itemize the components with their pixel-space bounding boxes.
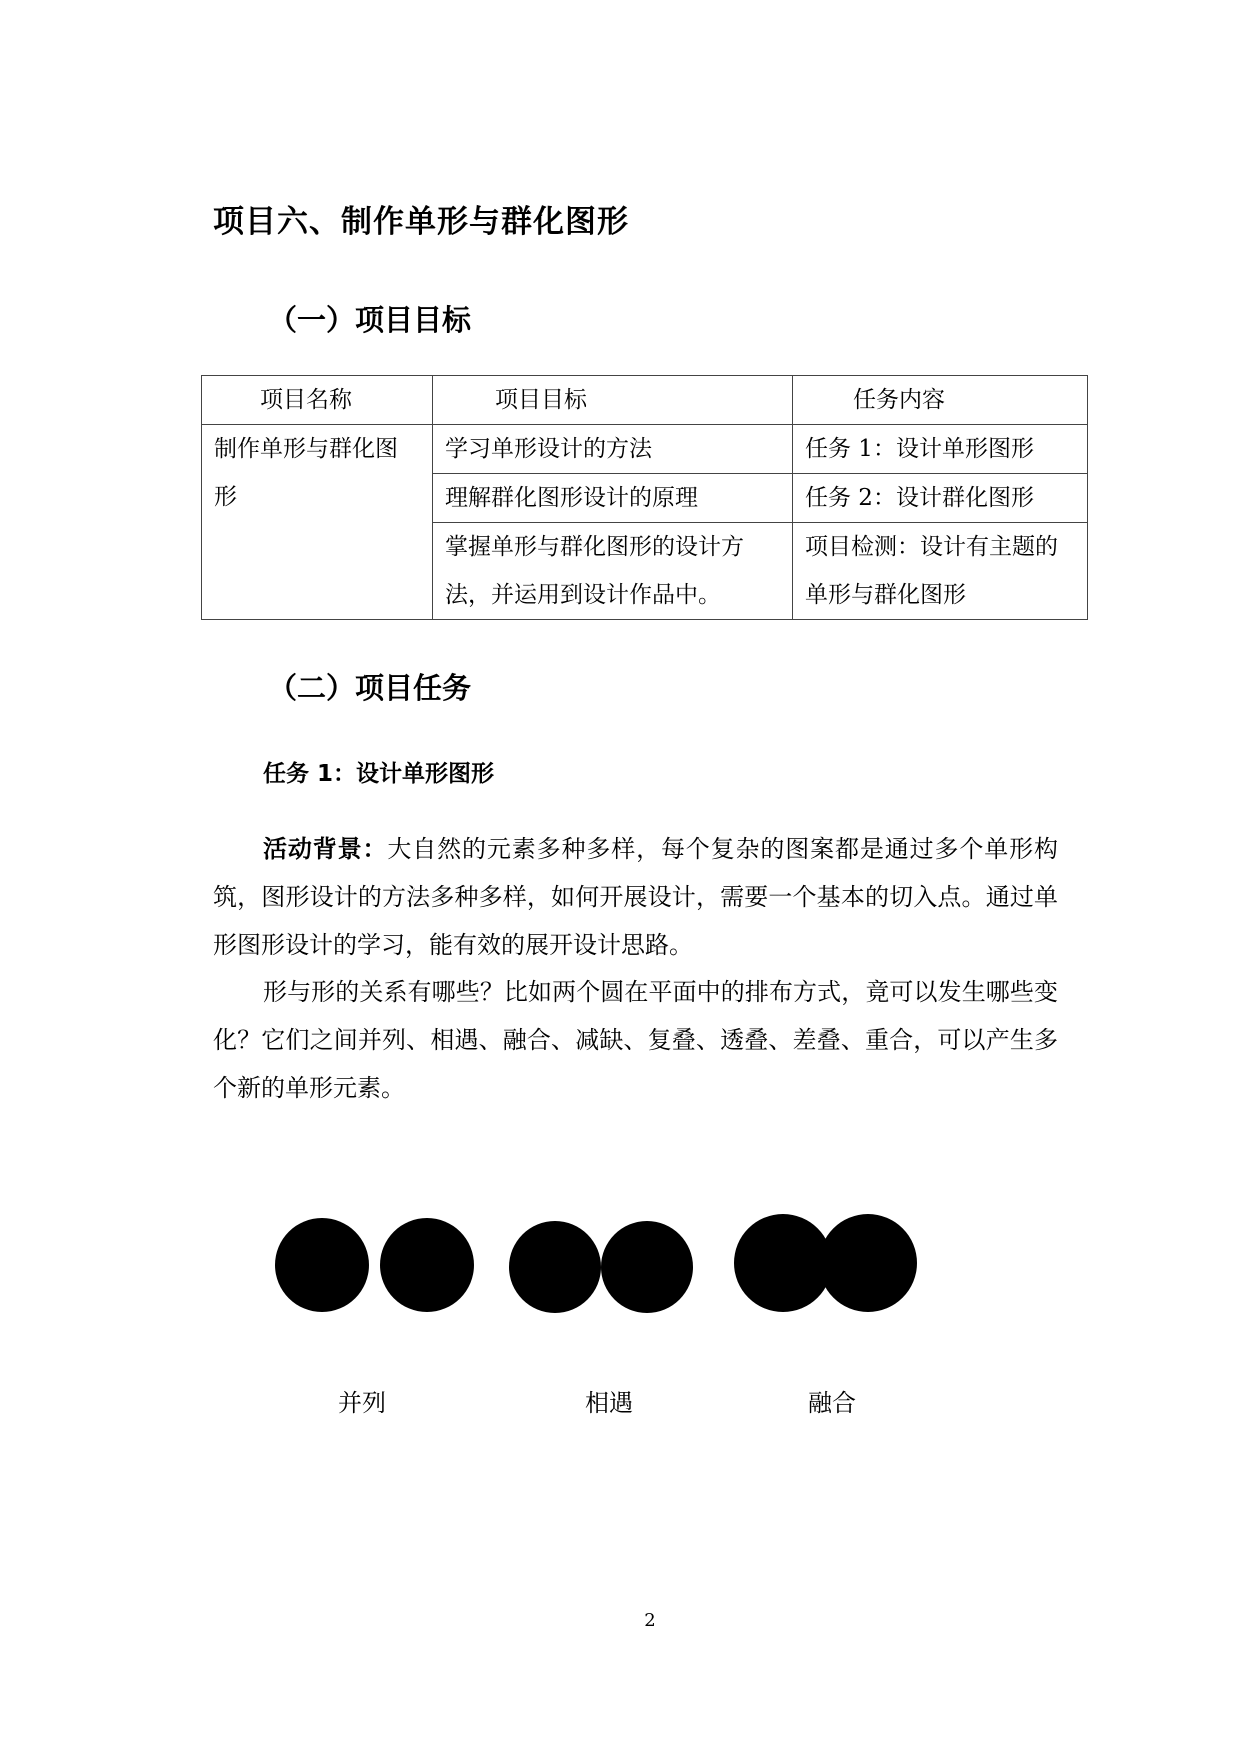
circle-juxtaposed-right bbox=[380, 1218, 474, 1312]
paragraph-background bbox=[213, 825, 1058, 969]
caption-juxtaposed: 并列 bbox=[338, 1389, 386, 1417]
page-number: 2 bbox=[644, 1610, 656, 1631]
goal-cell: 掌握单形与群化图形的设计方法，并运用到设计作品中。 bbox=[433, 523, 793, 620]
goal-cell: 理解群化图形设计的原理 bbox=[433, 474, 793, 523]
task-cell: 任务 2：设计群化图形 bbox=[793, 474, 1088, 523]
circle-meeting-right bbox=[601, 1221, 693, 1313]
task-cell: 任务 1：设计单形图形 bbox=[793, 425, 1088, 474]
circle-meeting-left bbox=[509, 1221, 601, 1313]
task-heading: 任务 1：设计单形图形 bbox=[263, 761, 495, 787]
task-cell: 项目检测：设计有主题的单形与群化图形 bbox=[793, 523, 1088, 620]
caption-meeting: 相遇 bbox=[585, 1389, 633, 1417]
paragraph-text: 大自然的元素多种多样，每个复杂的图案都是通过多个单形构筑，图形设计的方法多种多样，如何开展设计，需要一个基本的切入点。通过单形图形设计的学习，能有效的展开设计思路。 bbox=[213, 835, 1059, 959]
page-title: 项目六、制作单形与群化图形 bbox=[213, 204, 629, 240]
table-header-row bbox=[202, 376, 1088, 425]
goals-table bbox=[201, 375, 1088, 620]
project-name-cell: 制作单形与群化图形 bbox=[202, 425, 433, 620]
table-header-cell: 项目目标 bbox=[433, 376, 793, 425]
goal-cell: 学习单形设计的方法 bbox=[433, 425, 793, 474]
paragraph-relations: 形与形的关系有哪些？比如两个圆在平面中的排布方式，竟可以发生哪些变化？它们之间并列、相遇、融合、减缺、复叠、透叠、差叠、重合，可以产生多个新的单形元素。 bbox=[213, 978, 1058, 1102]
circle-merging-right bbox=[819, 1214, 917, 1312]
paragraph-label: 活动背景： bbox=[263, 835, 388, 863]
circle-relations-figure bbox=[270, 1195, 930, 1335]
table-header-cell: 任务内容 bbox=[793, 376, 1088, 425]
caption-merging: 融合 bbox=[808, 1389, 856, 1417]
circle-merging-left bbox=[734, 1214, 832, 1312]
table-header-cell: 项目名称 bbox=[202, 376, 433, 425]
section-heading-tasks: （二）项目任务 bbox=[268, 671, 472, 705]
section-heading-goals: （一）项目目标 bbox=[268, 303, 472, 337]
table-row bbox=[202, 425, 1088, 474]
circle-juxtaposed-left bbox=[275, 1218, 369, 1312]
